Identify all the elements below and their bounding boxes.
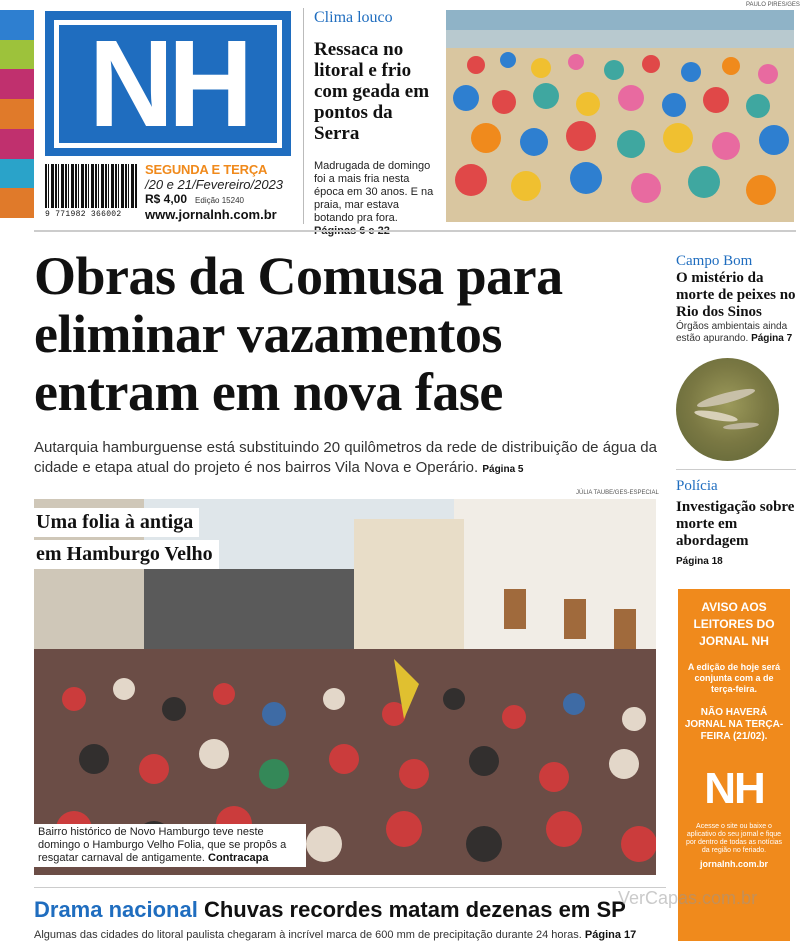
barcode-bars: [45, 164, 138, 208]
drama-headline[interactable]: [34, 897, 674, 923]
fish-photo-illustration: [676, 358, 779, 461]
divider: [34, 230, 796, 232]
clima-headline: Ressaca no litoral e frio com geada em pontos da Serra: [314, 39, 430, 144]
beach-photo-credit: PAULO PIRES/GES: [746, 2, 800, 8]
barcode: [45, 164, 138, 224]
barcode-number: 9 771982 366002: [45, 210, 122, 219]
watermark: VerCapas.com.br: [618, 888, 758, 908]
campo-headline: O mistério da morte de peixes no Rio dos Sinos: [676, 270, 796, 320]
campo-bom-teaser[interactable]: [676, 253, 796, 461]
sidebar: [676, 253, 796, 568]
divider: [676, 469, 796, 470]
folia-caption-ref: Contracapa: [208, 852, 269, 864]
drama-kicker: Drama nacional: [34, 897, 198, 922]
notice-title: AVISO AOS LEITORES DO JORNAL NH: [693, 600, 775, 648]
color-strip: [0, 10, 34, 218]
main-deck: Autarquia hamburguense está substituindo 20 quilômetros da rede de distribuição de água da cidade e etapa atual do projeto é nos bairros Vila Nova e Operário. Página 5: [34, 439, 657, 476]
divider: [34, 887, 666, 888]
clima-kicker: Clima louco: [314, 9, 393, 26]
edition-date: /20 e 21/Fevereiro/2023: [145, 177, 284, 192]
masthead-logo[interactable]: [45, 11, 291, 156]
drama-title: Chuvas recordes matam dezenas em SP: [203, 897, 626, 922]
campo-kicker: Campo Bom: [676, 253, 753, 269]
edition-price: R$ 4,00: [145, 192, 188, 206]
fish-photo: [676, 358, 779, 461]
edition-info: [145, 162, 295, 222]
clima-teaser[interactable]: [314, 9, 440, 238]
folia-title-line1: Uma folia à antiga: [34, 508, 199, 537]
campo-body: Órgãos ambientais ainda estão apurando. Página 7: [676, 321, 793, 344]
beach-photo-illustration: [446, 10, 794, 222]
drama-page: Página 17: [584, 929, 637, 941]
drama-sub: Algumas das cidades do litoral paulista chegaram à incrível marca de 600 mm de precipitação durante 24 horas. Página 17: [34, 929, 637, 941]
folia-photo-credit: JÚLIA TAUBE/GES-ESPECIAL: [576, 490, 659, 496]
policia-kicker: Polícia: [676, 478, 718, 494]
policia-page: Página 18: [676, 556, 723, 567]
folia-title[interactable]: [34, 508, 219, 572]
website-link[interactable]: www.jornalnh.com.br: [145, 207, 277, 222]
main-deck-page: Página 5: [482, 464, 524, 475]
notice-logo: NH: [704, 764, 764, 813]
folia-title-line2: em Hamburgo Velho: [34, 540, 219, 569]
beach-photo[interactable]: [446, 10, 794, 222]
policia-teaser[interactable]: [676, 478, 796, 568]
logo-text: NH: [88, 14, 248, 153]
policia-headline: Investigação sobre morte em abordagem: [676, 499, 795, 549]
notice-small: Acesse o site ou baixe o aplicativo do seu jornal e fique por dentro de todas as notícias da região no feriado.: [685, 823, 783, 854]
edition-days: SEGUNDA E TERÇA: [145, 162, 268, 177]
campo-page: Página 7: [751, 333, 793, 344]
notice-bold: NÃO HAVERÁ JORNAL NA TERÇA-FEIRA (21/02).: [684, 707, 784, 742]
clima-body: Madrugada de domingo foi a mais fria nesta época em 30 anos. E na praia, mar estava botando pra fora.: [314, 160, 440, 238]
divider: [303, 8, 304, 224]
notice-site-link[interactable]: jornalnh.com.br: [699, 859, 768, 869]
main-headline[interactable]: Obras da Comusa para eliminar vazamentos entram em nova fase: [34, 246, 563, 422]
edition-number: Edição 15240: [195, 196, 244, 205]
notice-body: A edição de hoje será conjunta com a de terça-feira.: [687, 662, 781, 694]
folia-caption: Bairro histórico de Novo Hamburgo teve neste domingo o Hamburgo Velho Folia, que se propôs a resgatar carnaval de antigamente. Contracapa: [34, 824, 306, 867]
